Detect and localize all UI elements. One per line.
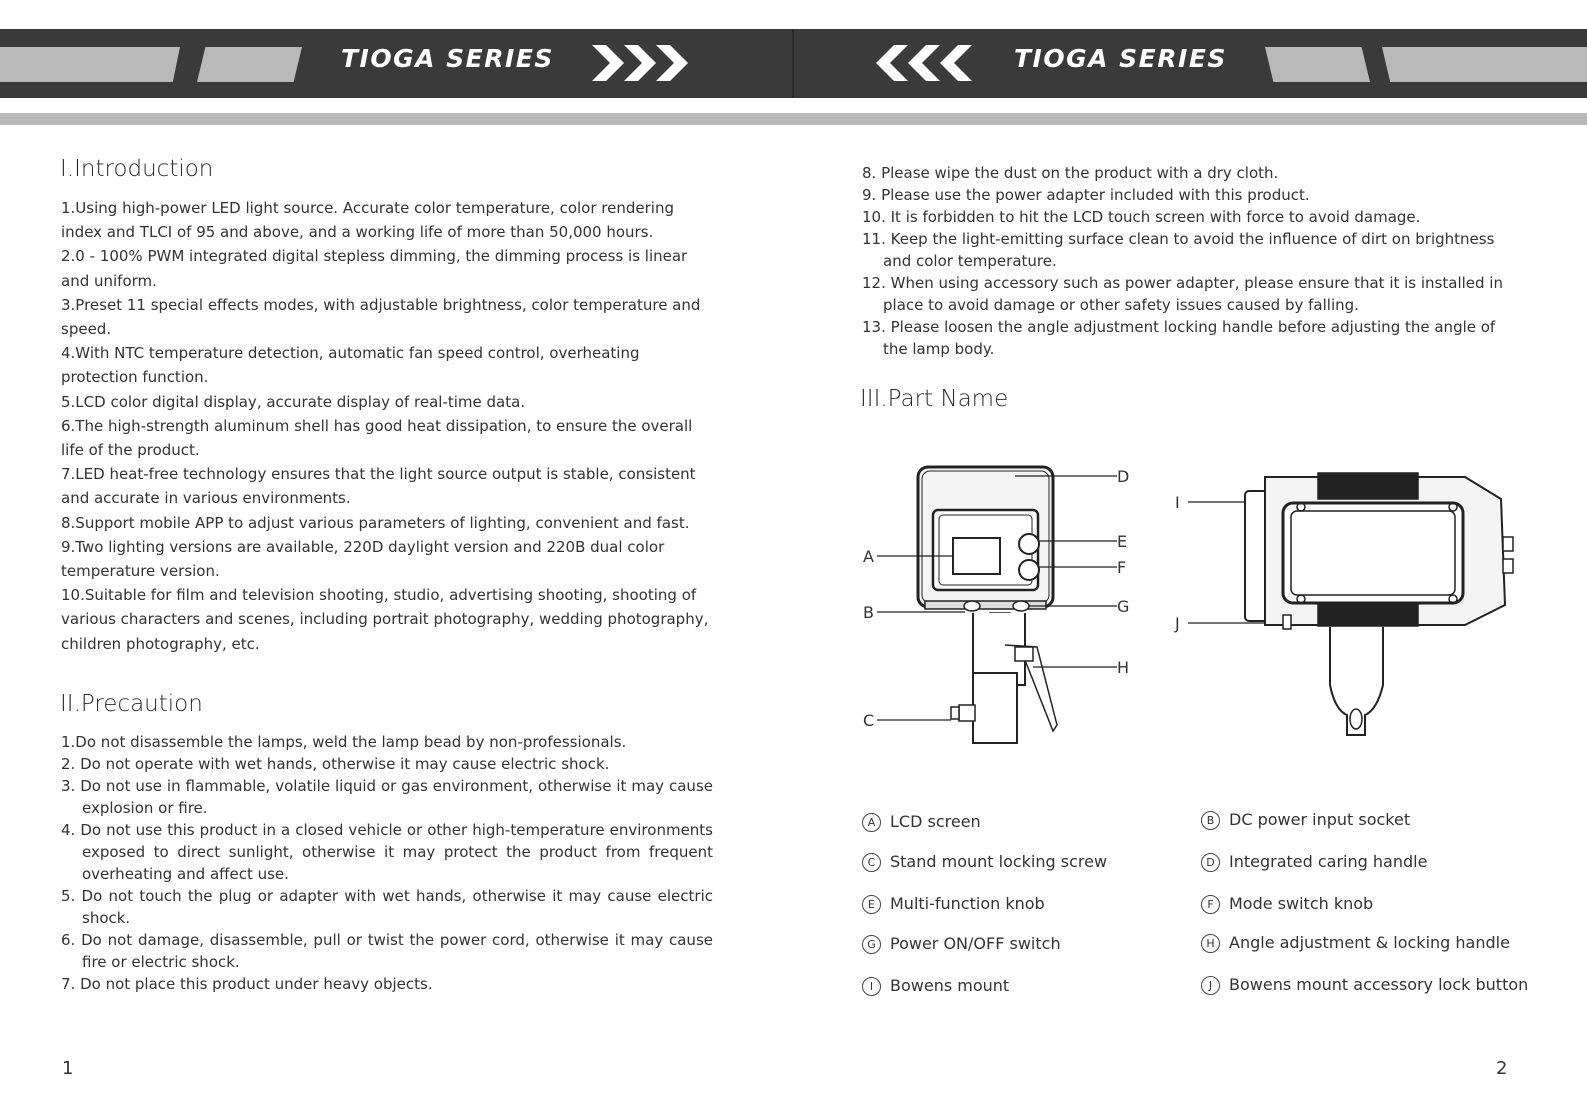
list-item: 1.Using high-power LED light source. Accurate color temperature, color rendering index and TLCI of 95 and above, and a working life of more than 50,000 hours. [61, 199, 674, 242]
page-number-left: 1 [62, 1058, 74, 1079]
legend-item-c [862, 852, 1107, 872]
legend-letter: B [1201, 811, 1220, 830]
list-item: 7.LED heat-free technology ensures that the light source output is stable, consistent and accurate in various environments. [61, 465, 696, 508]
list-item: 9.Two lighting versions are available, 220D daylight version and 220B dual color temperature version. [61, 537, 665, 581]
header-underline [0, 113, 1587, 125]
legend-label: Bowens mount accessory lock button [1229, 975, 1529, 994]
page-number-right: 2 [1496, 1058, 1508, 1079]
legend-item-g [862, 934, 1061, 954]
page-seam [792, 29, 794, 98]
legend-item-b [1201, 810, 1410, 830]
product-diagram [855, 455, 1535, 755]
list-item: 5. Do not touch the plug or adapter with wet hands, otherwise it may cause electric shock. [61, 887, 713, 927]
list-item: 8.Support mobile APP to adjust various parameters of lighting, convenient and fast. [61, 513, 690, 532]
legend-item-a [862, 812, 981, 832]
list-item: 7. Do not place this product under heavy objects. [61, 975, 433, 993]
legend-letter: E [862, 895, 881, 914]
introduction-title: I.Introduction [60, 156, 214, 182]
list-item: 4.With NTC temperature detection, automatic fan speed control, overheating protection function. [61, 344, 640, 387]
legend-letter: I [862, 977, 881, 996]
list-item: 3.Preset 11 special effects modes, with adjustable brightness, color temperature and speed. [61, 295, 701, 339]
callout-label: G [1117, 597, 1130, 616]
list-item: 11. Keep the light-emitting surface clean to avoid the influence of dirt on brightness and color temperature. [862, 230, 1495, 270]
callout-label: H [1117, 658, 1130, 677]
list-item: 10.Suitable for film and television shooting, studio, advertising shooting, shooting of various characters and scenes, including portrait photography, wedding photography, children photography, etc. [61, 586, 709, 653]
list-item: 6.The high-strength aluminum shell has good heat dissipation, to ensure the overall life of the product. [61, 416, 693, 460]
brand-logo-left: TIOGA SERIES [341, 44, 554, 73]
legend-label: Bowens mount [890, 976, 1010, 995]
legend-letter: D [1201, 853, 1220, 872]
legend-letter: A [862, 813, 881, 832]
list-item: 3. Do not use in flammable, volatile liquid or gas environment, otherwise it may cause explosion or fire. [61, 777, 713, 817]
list-item: 10. It is forbidden to hit the LCD touch screen with force to avoid damage. [862, 208, 1421, 226]
list-item: 1.Do not disassemble the lamps, weld the lamp bead by non-professionals. [61, 733, 627, 751]
legend-letter: C [862, 853, 881, 872]
brand-logo-right: TIOGA SERIES [1014, 44, 1227, 73]
header-stripe [1265, 47, 1370, 82]
precaution-list-continued [862, 162, 1517, 360]
chevrons-right-icon [592, 45, 692, 81]
header-stripe [0, 47, 180, 82]
callout-label: I [1175, 493, 1180, 512]
header-stripe [1382, 47, 1587, 82]
legend-item-i [862, 976, 1009, 996]
callout-label: J [1175, 614, 1180, 633]
precaution-title: II.Precaution [60, 691, 203, 717]
front-view-drawing [918, 467, 1057, 743]
legend-item-h [1201, 933, 1510, 953]
legend-item-e [862, 894, 1045, 914]
part-name-title: III.Part Name [860, 386, 1009, 412]
list-item: 6. Do not damage, disassemble, pull or twist the power cord, otherwise it may cause fire or electric shock. [61, 931, 713, 971]
legend-item-f [1201, 894, 1373, 914]
callout-label: A [863, 547, 874, 566]
chevrons-left-icon [876, 45, 976, 81]
callout-label: D [1117, 467, 1130, 486]
callout-label: B [863, 603, 874, 622]
legend-label: Power ON/OFF switch [890, 934, 1061, 953]
legend-label: Stand mount locking screw [890, 852, 1108, 871]
legend-letter: H [1201, 934, 1220, 953]
legend-label: LCD screen [890, 812, 981, 831]
list-item: 2.0 - 100% PWM integrated digital stepless dimming, the dimming process is linear and uniform. [61, 247, 688, 290]
list-item: 2. Do not operate with wet hands, otherwise it may cause electric shock. [61, 755, 610, 773]
legend-letter: F [1201, 895, 1220, 914]
legend-label: Multi-function knob [890, 894, 1045, 913]
introduction-list [61, 196, 713, 656]
legend-letter: J [1201, 976, 1220, 995]
precaution-list [61, 731, 713, 995]
legend-label: DC power input socket [1229, 810, 1411, 829]
legend-item-j [1201, 975, 1528, 995]
list-item: 4. Do not use this product in a closed vehicle or other high-temperature environments exposed to direct sunlight, otherwise it may protect the product from frequent overheating and affect use. [61, 821, 713, 883]
callout-label: F [1117, 558, 1127, 577]
legend-label: Integrated caring handle [1229, 852, 1428, 871]
list-item: 8. Please wipe the dust on the product with a dry cloth. [862, 164, 1279, 182]
list-item: 13. Please loosen the angle adjustment locking handle before adjusting the angle of the lamp body. [862, 318, 1496, 358]
header-stripe [197, 47, 302, 82]
callout-label: C [863, 711, 875, 730]
legend-letter: G [862, 935, 881, 954]
legend-label: Angle adjustment & locking handle [1229, 933, 1510, 952]
legend-item-d [1201, 852, 1427, 872]
list-item: 5.LCD color digital display, accurate display of real-time data. [61, 392, 526, 411]
list-item: 9. Please use the power adapter included with this product. [862, 186, 1310, 204]
side-view-drawing [1245, 473, 1513, 735]
legend-label: Mode switch knob [1229, 894, 1374, 913]
list-item: 12. When using accessory such as power adapter, please ensure that it is installed in place to avoid damage or other safety issues caused by falling. [862, 274, 1503, 314]
callout-label: E [1117, 532, 1128, 551]
